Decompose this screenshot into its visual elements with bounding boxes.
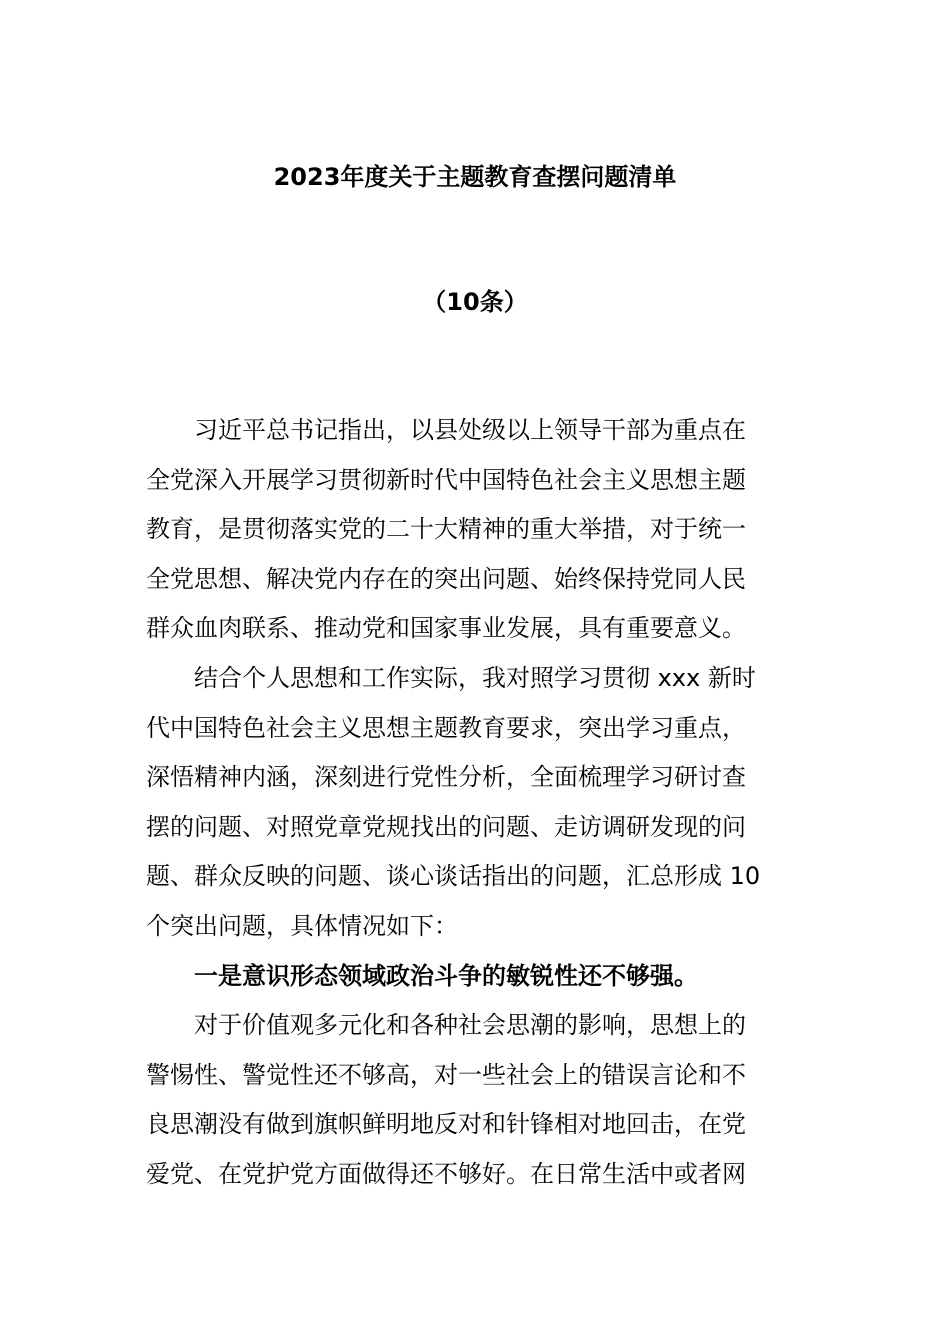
text-line: 代中国特色社会主义思想主题教育要求，突出学习重点， [146, 713, 746, 742]
text-line: 全党思想、解决党内存在的突出问题、始终保持党同人民 [146, 564, 746, 593]
text-line: 深悟精神内涵，深刻进行党性分析，全面梳理学习研讨查 [146, 763, 746, 792]
document-subtitle: （10条） [422, 288, 528, 316]
text-line: 全党深入开展学习贯彻新时代中国特色社会主义思想主题 [146, 465, 746, 494]
text-line: 良思潮没有做到旗帜鲜明地反对和针锋相对地回击，在党 [146, 1110, 746, 1139]
text-line: 对于价值观多元化和各种社会思潮的影响，思想上的 [194, 1011, 746, 1040]
text-line: 爱党、在党护党方面做得还不够好。在日常生活中或者网 [146, 1159, 746, 1188]
text-line: 警惕性、警觉性还不够高，对一些社会上的错误言论和不 [146, 1060, 746, 1089]
text-line: 群众血肉联系、推动党和国家事业发展，具有重要意义。 [146, 614, 746, 643]
text-line: 个突出问题，具体情况如下： [146, 911, 458, 940]
section-heading: 一是意识形态领域政治斗争的敏锐性还不够强。 [194, 961, 698, 990]
document-title: 2023年度关于主题教育查摆问题清单 [273, 163, 677, 191]
text-line: 摆的问题、对照党章党规找出的问题、走访调研发现的问 [146, 812, 746, 841]
text-line: 结合个人思想和工作实际，我对照学习贯彻 xxx 新时 [194, 663, 756, 692]
text-line: 习近平总书记指出，以县处级以上领导干部为重点在 [194, 416, 746, 444]
document-body [146, 406, 808, 1200]
text-line: 教育，是贯彻落实党的二十大精神的重大举措，对于统一 [146, 515, 746, 544]
text-line: 题、群众反映的问题、谈心谈话指出的问题，汇总形成 10 [146, 862, 761, 891]
